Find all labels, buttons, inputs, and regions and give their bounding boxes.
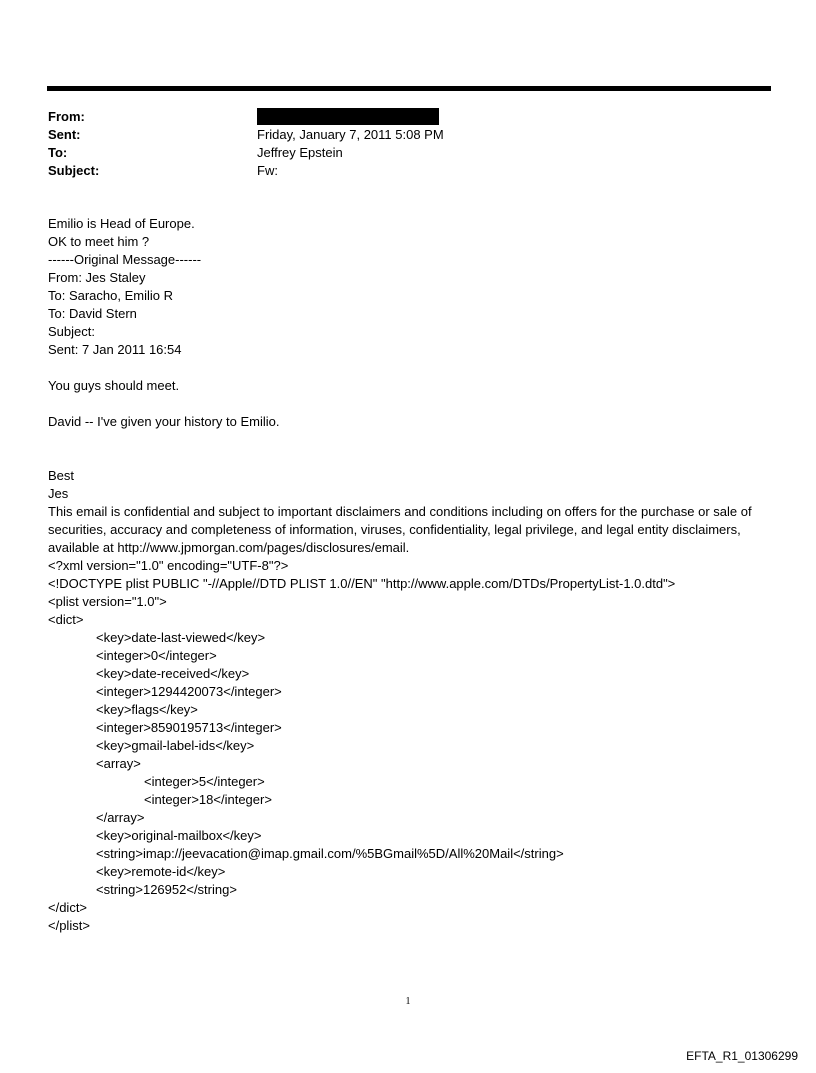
xml-line: <key>gmail-label-ids</key> [96,738,255,753]
original-line: Subject: [48,324,95,339]
xml-line: <integer>0</integer> [96,648,217,663]
from-label: From: [48,109,85,124]
xml-line: <key>date-received</key> [96,666,250,681]
body-line: You guys should meet. [48,378,180,393]
xml-line: </array> [96,810,145,825]
to-row [48,144,748,162]
signoff-line: Best [48,468,75,483]
email-body [48,215,778,935]
xml-line: <integer>1294420073</integer> [96,684,282,699]
bates-number: EFTA_R1_01306299 [686,1049,798,1063]
original-line: From: Jes Staley [48,270,146,285]
xml-line: </dict> [48,900,88,915]
xml-line: <plist version="1.0"> [48,594,167,609]
signoff-line: Jes [48,486,69,501]
to-value: Jeffrey Epstein [257,145,343,160]
xml-line: <integer>8590195713</integer> [96,720,282,735]
redaction-box [257,108,439,125]
xml-line: <string>126952</string> [96,882,237,897]
disclaimer: This email is confidential and subject to important disclaimers and conditions including on offers for the purchase or sale of securities, accuracy and completeness of information, viruses, confidentiality, legal privilege, and legal entity disclaimers, available at http://www.jpmorgan.com/pages/disclosures/email. [48,504,752,555]
xml-line: <key>original-mailbox</key> [96,828,262,843]
xml-line: <!DOCTYPE plist PUBLIC "-//Apple//DTD PLIST 1.0//EN" "http://www.apple.com/DTDs/PropertyList-1.0.dtd"> [48,576,676,591]
original-line: ------Original Message------ [48,252,202,267]
sent-row [48,126,748,144]
xml-line: <?xml version="1.0" encoding="UTF-8"?> [48,558,289,573]
xml-line: <key>flags</key> [96,702,198,717]
subject-row [48,162,748,180]
sent-label: Sent: [48,127,81,142]
subject-label: Subject: [48,163,100,178]
xml-line: <integer>5</integer> [144,774,265,789]
from-row [48,108,748,126]
xml-line: <integer>18</integer> [144,792,272,807]
header-rule [47,86,771,91]
page-number: 1 [405,996,411,1007]
xml-line: <key>remote-id</key> [96,864,226,879]
body-line: OK to meet him ? [48,234,150,249]
original-line: To: David Stern [48,306,137,321]
original-line: To: Saracho, Emilio R [48,288,173,303]
body-line: David -- I've given your history to Emilio. [48,414,280,429]
body-line: Emilio is Head of Europe. [48,216,195,231]
subject-value: Fw: [257,163,278,178]
xml-line: <array> [96,756,141,771]
xml-line: <string>imap://jeevacation@imap.gmail.com/%5BGmail%5D/All%20Mail</string> [96,846,564,861]
xml-line: </plist> [48,918,90,933]
xml-line: <dict> [48,612,84,627]
to-label: To: [48,145,68,160]
email-header [48,108,748,180]
original-line: Sent: 7 Jan 2011 16:54 [48,342,182,357]
xml-line: <key>date-last-viewed</key> [96,630,266,645]
sent-value: Friday, January 7, 2011 5:08 PM [257,127,444,142]
